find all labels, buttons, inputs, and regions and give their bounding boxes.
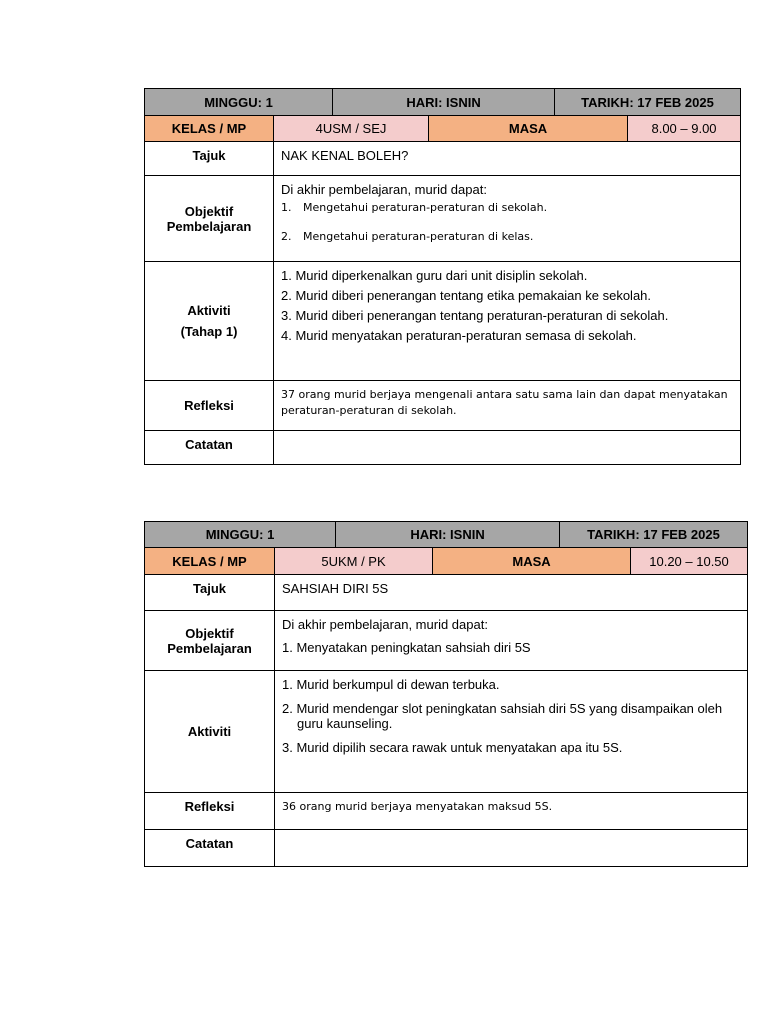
objektif-intro: Di akhir pembelajaran, murid dapat: <box>281 182 487 197</box>
refleksi-label: Refleksi <box>145 793 275 830</box>
catatan-label: Catatan <box>145 431 274 465</box>
list-item: 1. Menyatakan peningkatan sahsiah diri 5S <box>282 640 531 655</box>
list-number: 1. <box>281 201 292 214</box>
objektif-label-line2: Pembelajaran <box>166 218 252 234</box>
tajuk-value: SAHSIAH DIRI 5S <box>275 575 748 611</box>
objektif-label <box>145 611 275 671</box>
list-item: 3. Murid diberi penerangan tentang peraturan-peraturan di sekolah. <box>281 308 669 323</box>
masa-value: 10.20 – 10.50 <box>631 548 748 575</box>
aktiviti-content <box>274 262 741 381</box>
list-number: 2. <box>281 230 292 243</box>
objektif-label-line1: Objektif <box>184 203 234 219</box>
list-item: 1. Murid diperkenalkan guru dari unit disiplin sekolah. <box>281 268 588 283</box>
objektif-content <box>274 176 741 262</box>
catatan-label: Catatan <box>145 830 275 867</box>
list-item: 3. Murid dipilih secara rawak untuk menyatakan apa itu 5S. <box>282 740 623 755</box>
list-item: 1. Murid berkumpul di dewan terbuka. <box>282 677 500 692</box>
list-item: 4. Murid menyatakan peraturan-peraturan semasa di sekolah. <box>281 328 637 343</box>
objektif-label-line1: Objektif <box>185 625 234 641</box>
aktiviti-sublabel: (Tahap 1) <box>180 324 238 339</box>
refleksi-value: 36 orang murid berjaya menyatakan maksud 5S. <box>275 793 748 830</box>
kelas-value: 5UKM / PK <box>275 548 433 575</box>
kelas-label: KELAS / MP <box>145 116 274 142</box>
list-item: 2. Murid diberi penerangan tentang etika pemakaian ke sekolah. <box>281 288 652 303</box>
objektif-list <box>281 201 733 243</box>
aktiviti-content <box>275 671 748 793</box>
hari-cell: HARI: ISNIN <box>333 89 555 116</box>
refleksi-label: Refleksi <box>145 381 274 431</box>
tarikh-cell: TARIKH: 17 FEB 2025 <box>555 89 741 116</box>
minggu-cell: MINGGU: 1 <box>145 89 333 116</box>
tajuk-label: Tajuk <box>145 142 274 176</box>
catatan-value <box>275 830 748 867</box>
kelas-label: KELAS / MP <box>145 548 275 575</box>
masa-label: MASA <box>429 116 628 142</box>
minggu-cell: MINGGU: 1 <box>145 522 336 548</box>
masa-label: MASA <box>433 548 631 575</box>
tajuk-value: NAK KENAL BOLEH? <box>274 142 741 176</box>
hari-cell: HARI: ISNIN <box>336 522 560 548</box>
aktiviti-label: Aktiviti <box>145 671 275 793</box>
lesson-plan-table <box>144 88 741 465</box>
aktiviti-label-text: Aktiviti <box>187 303 231 318</box>
masa-value: 8.00 – 9.00 <box>628 116 741 142</box>
tarikh-cell: TARIKH: 17 FEB 2025 <box>560 522 748 548</box>
tajuk-label: Tajuk <box>145 575 275 611</box>
aktiviti-label <box>145 262 274 381</box>
list-item <box>281 201 733 214</box>
objektif-label-line2: Pembelajaran <box>167 640 252 656</box>
catatan-value <box>274 431 741 465</box>
list-item <box>281 230 733 243</box>
kelas-value: 4USM / SEJ <box>274 116 429 142</box>
refleksi-value: 37 orang murid berjaya mengenali antara satu sama lain dan dapat menyatakan peraturan-peraturan di sekolah. <box>274 381 741 431</box>
objektif-label <box>145 176 274 262</box>
objektif-content <box>275 611 748 671</box>
list-text: Mengetahui peraturan-peraturan di kelas. <box>303 230 534 243</box>
list-item: 2. Murid mendengar slot peningkatan sahsiah diri 5S yang disampaikan oleh guru kaunseling. <box>282 701 723 731</box>
list-text: Mengetahui peraturan-peraturan di sekolah. <box>303 201 548 214</box>
lesson-plan-table <box>144 521 748 867</box>
objektif-intro: Di akhir pembelajaran, murid dapat: <box>282 617 488 632</box>
